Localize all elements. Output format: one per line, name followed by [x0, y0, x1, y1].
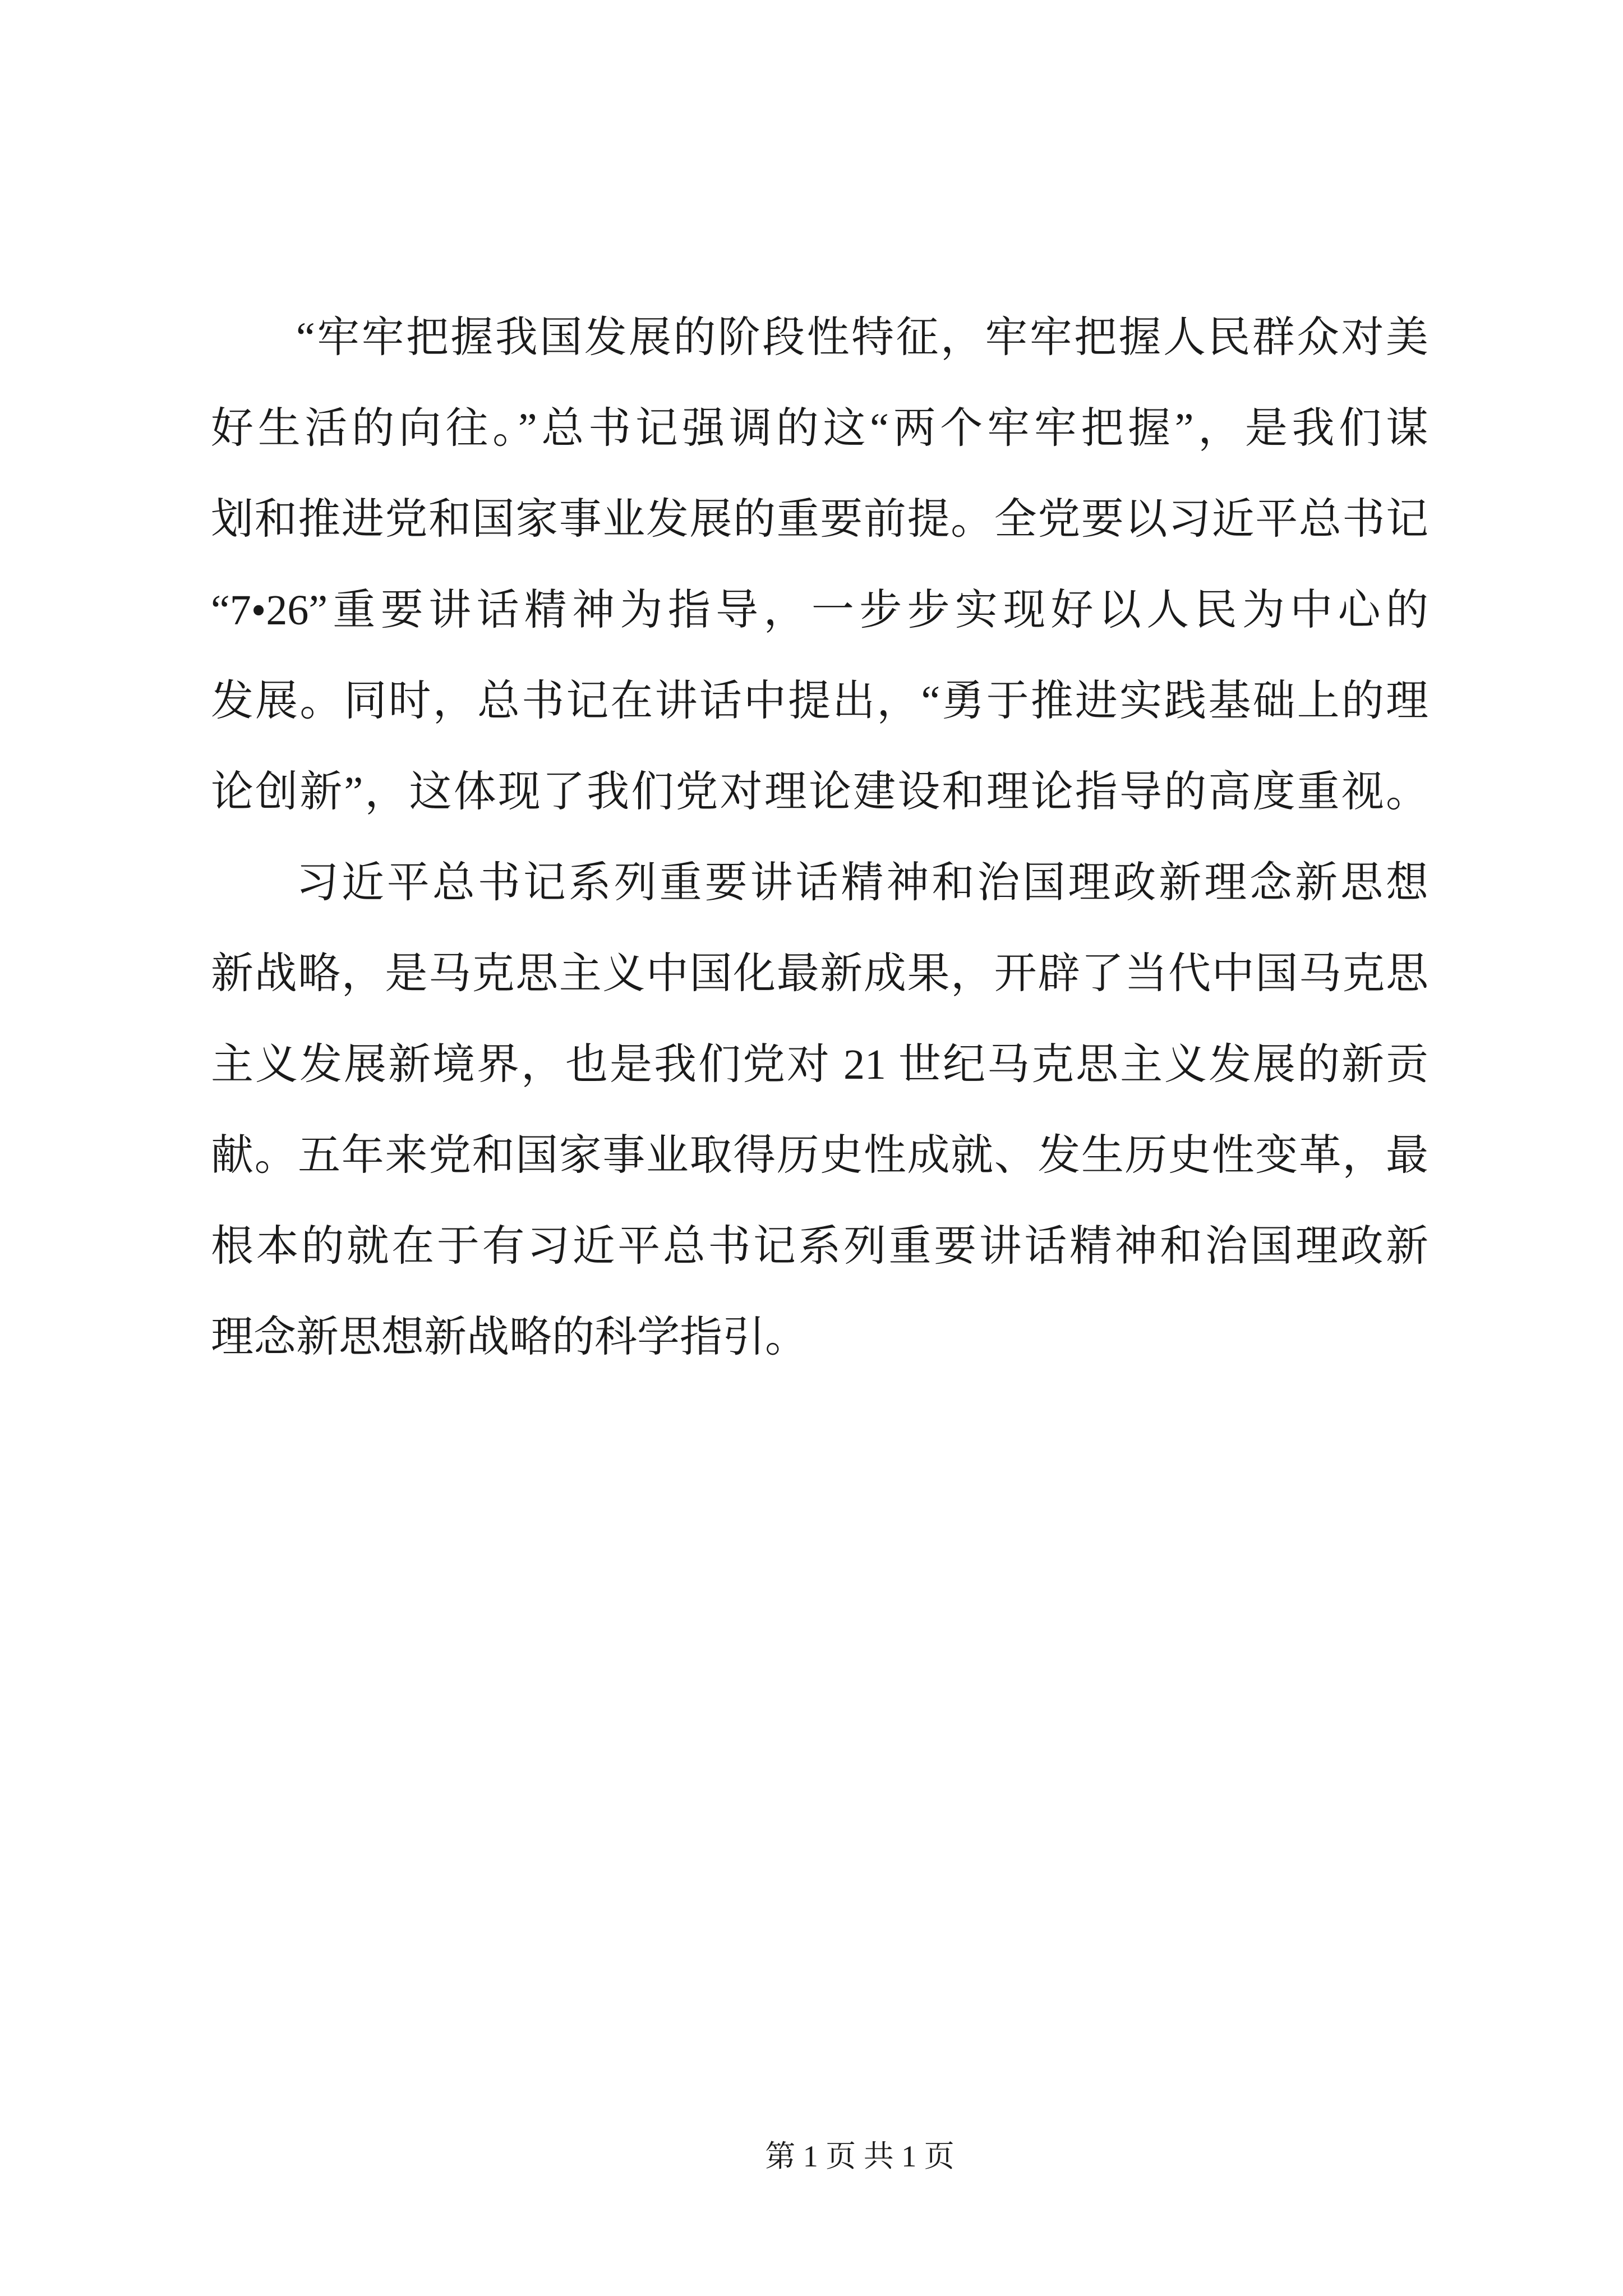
paragraph: [211, 838, 1428, 1383]
text-line: 发展。同时，总书记在讲话中提出，“勇于推进实践基础上的理: [211, 678, 1428, 725]
text-line: 理念新思想新战略的科学指引。: [211, 1314, 808, 1361]
text-line: 习近平总书记系列重要讲话精神和治国理政新理念新思想: [296, 859, 1428, 907]
text-line: 主义发展新境界，也是我们党对 21 世纪马克思主义发展的新贡: [211, 1041, 1428, 1088]
text-line: 划和推进党和国家事业发展的重要前提。全党要以习近平总书记: [211, 496, 1428, 543]
text-line: 新战略，是马克思主义中国化最新成果，开辟了当代中国马克思: [211, 950, 1428, 997]
text-line: 好生活的向往。”总书记强调的这“两个牢牢把握”，是我们谋: [211, 405, 1428, 452]
page-number-footer: 第 1 页 共 1 页: [765, 2139, 955, 2173]
text-line: “7•26”重要讲话精神为指导，一步步实现好以人民为中心的: [211, 587, 1428, 634]
text-line: 论创新”，这体现了我们党对理论建设和理论指导的高度重视。: [211, 769, 1428, 816]
document-body: [211, 292, 1428, 1383]
text-line: 根本的就在于有习近平总书记系列重要讲话精神和治国理政新: [211, 1223, 1428, 1270]
paragraph: [211, 292, 1428, 838]
text-line: 献。五年来党和国家事业取得历史性成就、发生历史性变革，最: [211, 1132, 1428, 1179]
text-line: “牢牢把握我国发展的阶段性特征，牢牢把握人民群众对美: [296, 314, 1428, 361]
